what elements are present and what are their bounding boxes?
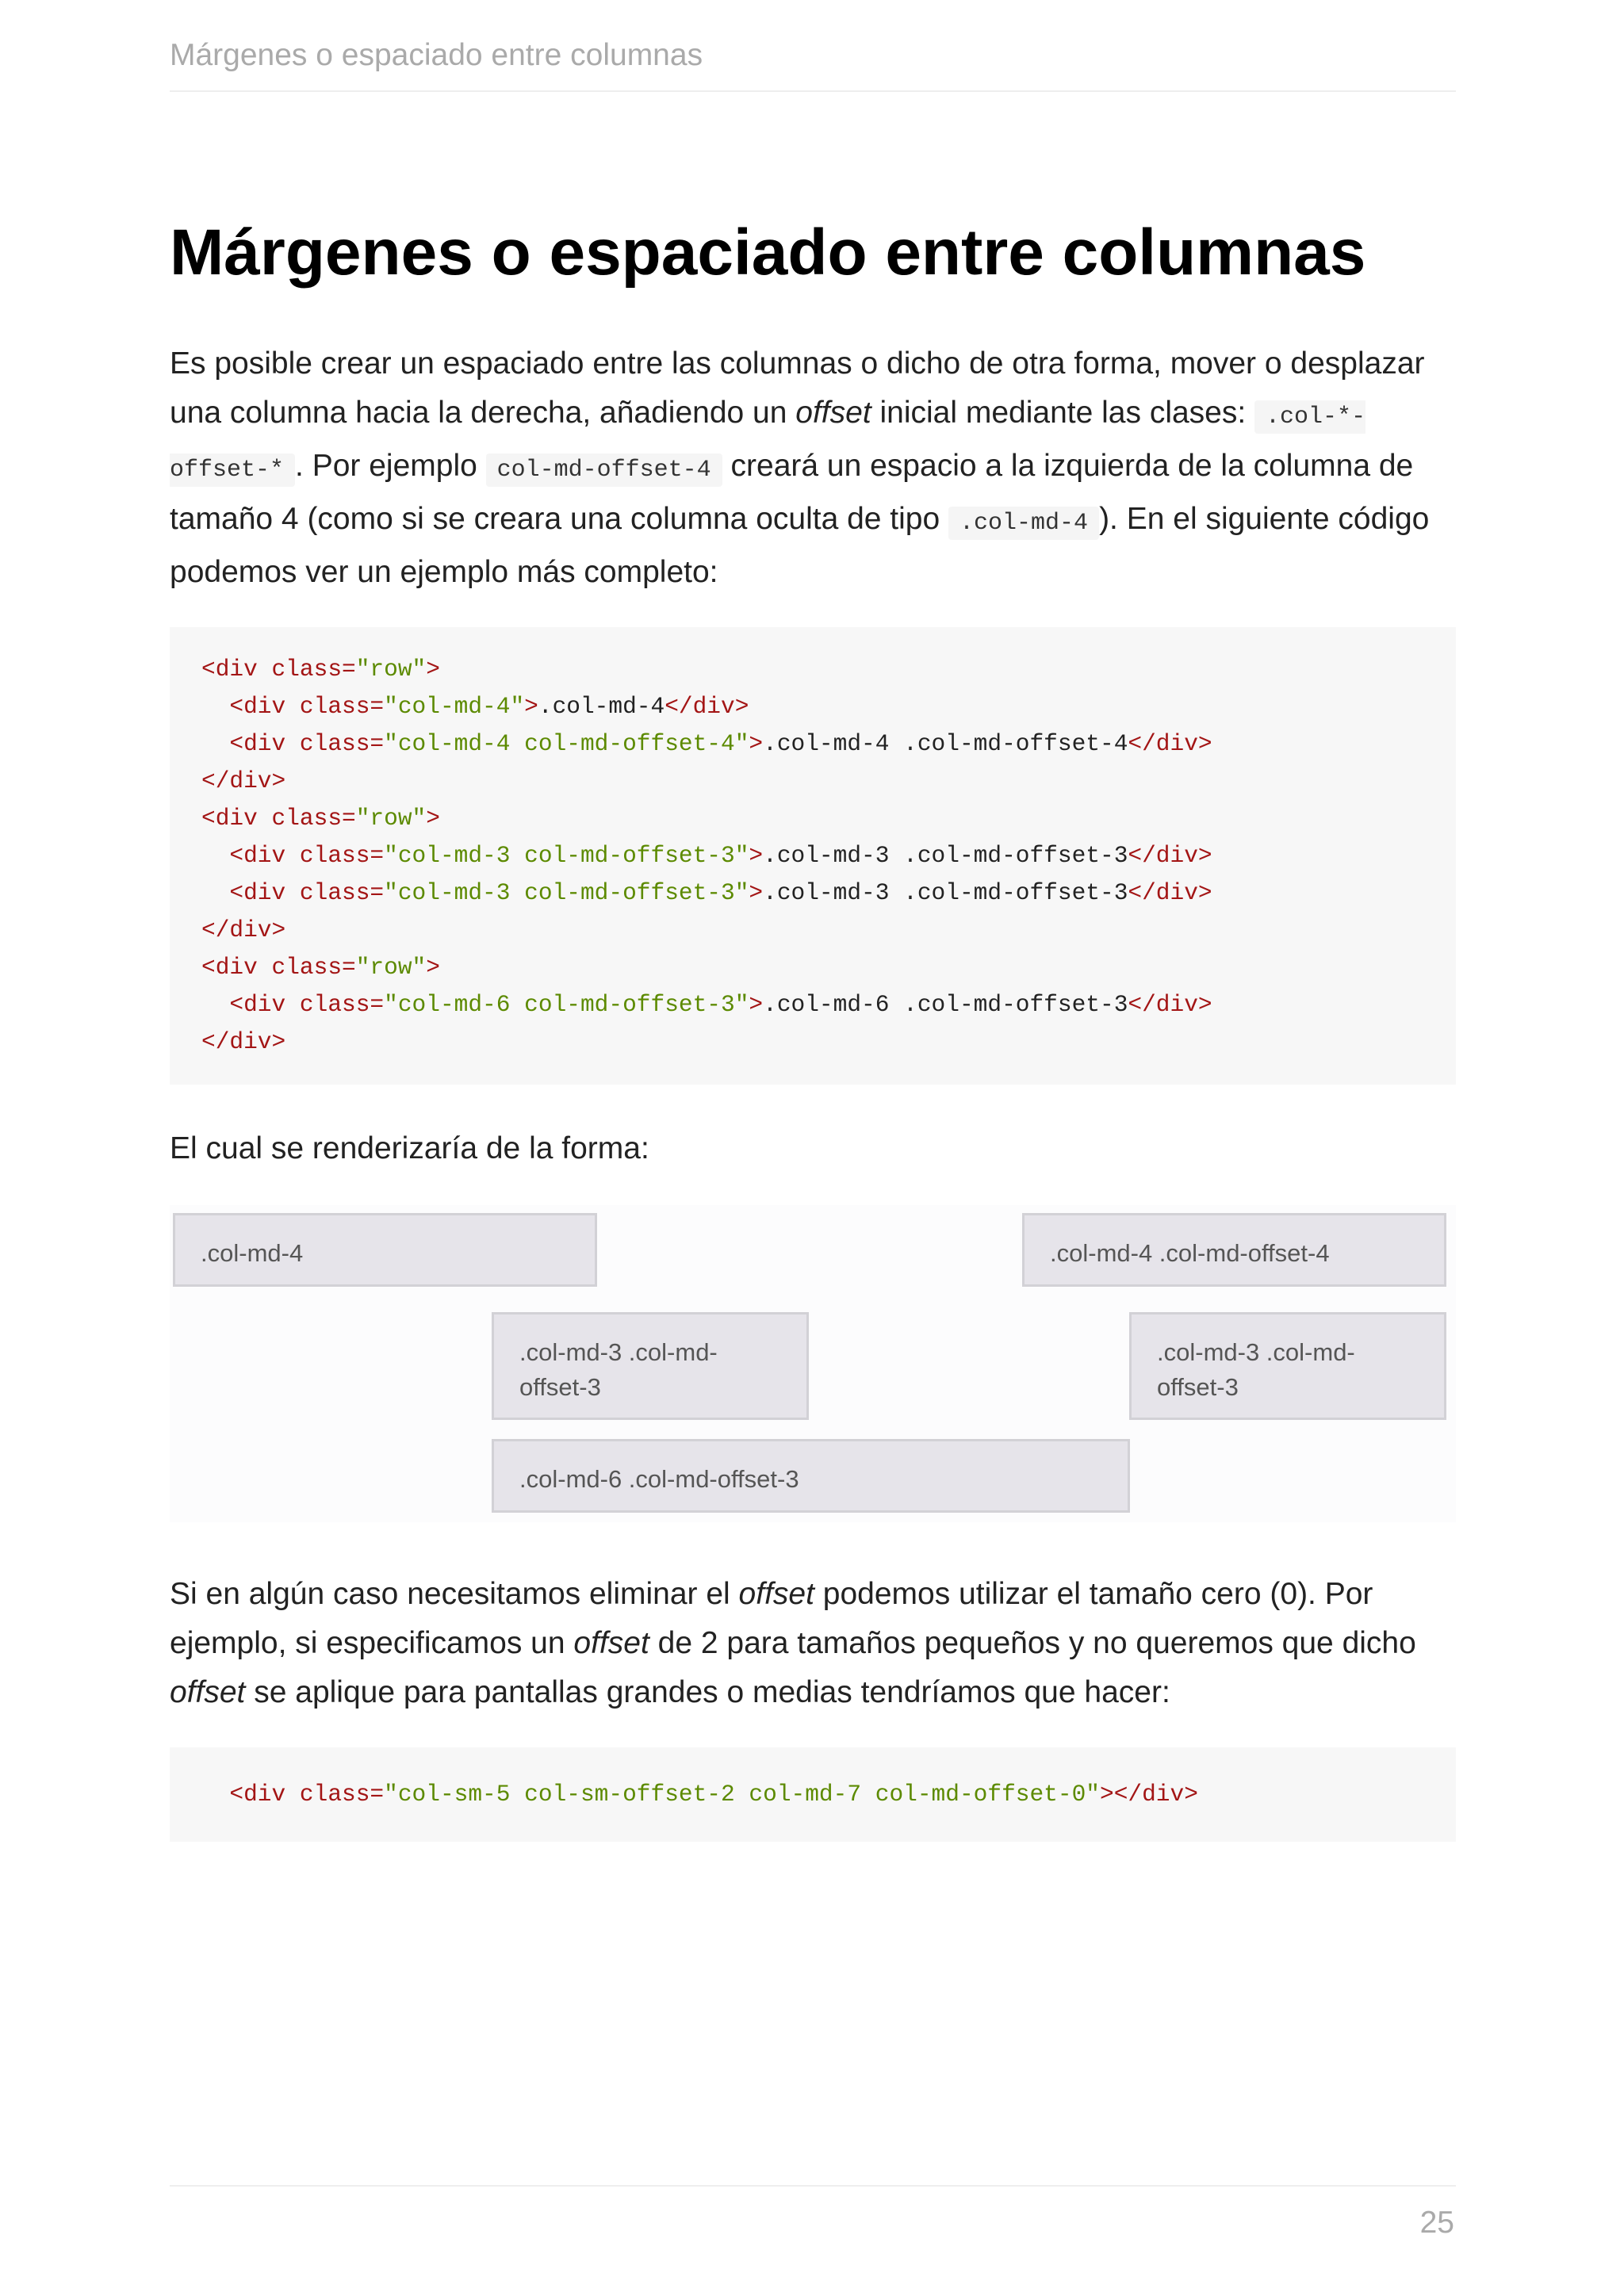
code-tag-close: > — [1100, 1781, 1114, 1808]
box-label: offset-3 — [1157, 1373, 1239, 1402]
offset-zero-paragraph — [170, 1570, 1456, 1717]
code-attr: class= — [271, 954, 356, 982]
code-line — [201, 986, 1424, 1024]
code-tag-open: </div> — [201, 916, 286, 944]
code-tag-open: <div — [229, 730, 300, 758]
code-tag-open: </div> — [201, 767, 286, 795]
render-intro: El cual se renderizaría de la forma: — [170, 1131, 649, 1166]
grid-box-col-md-6-offset-3 — [492, 1439, 1130, 1513]
emphasis: offset — [573, 1626, 649, 1661]
code-tag-close: > — [426, 954, 440, 982]
code-string: "col-md-4 col-md-offset-4" — [384, 730, 749, 758]
code-attr: class= — [299, 693, 385, 721]
code-indent — [201, 991, 229, 1018]
code-tag-open: <div — [229, 693, 300, 721]
code-attr: class= — [299, 991, 385, 1019]
code-line — [201, 1024, 1424, 1061]
code-string: "col-md-6 col-md-offset-3" — [384, 991, 749, 1019]
inline-code: .col-*-offset-* — [170, 400, 1365, 487]
code-tag-open: <div — [229, 1781, 300, 1808]
code-tag-close: > — [426, 805, 440, 832]
rendered-grid-example — [170, 1205, 1456, 1522]
code-line — [201, 763, 1424, 800]
code-text: .col-md-4 .col-md-offset-4 — [763, 730, 1128, 758]
code-line — [201, 800, 1424, 837]
code-string: "row" — [355, 954, 427, 982]
code-string: "row" — [355, 805, 427, 832]
code-tag-end: </div> — [1128, 991, 1212, 1019]
text-run: ). En el siguiente código podemos ver un ejemplo más completo: — [170, 502, 1430, 590]
box-label: .col-md-6 .col-md-offset-3 — [519, 1465, 799, 1494]
grid-box-col-md-4-offset-4 — [1022, 1213, 1446, 1287]
page-number: 25 — [1419, 2206, 1454, 2240]
footer-divider — [170, 2185, 1456, 2187]
page-title: Márgenes o espaciado entre columnas — [170, 216, 1366, 289]
code-attr: class= — [299, 879, 385, 907]
code-tag-open: <div — [201, 805, 272, 832]
code-tag-close: > — [749, 991, 764, 1019]
code-text: .col-md-3 .col-md-offset-3 — [763, 879, 1128, 907]
text-run: podemos utilizar el tamaño cero (0). Por ejemplo, si especificamos un — [170, 1577, 1373, 1661]
code-tag-end: </div> — [1128, 842, 1212, 870]
code-text: .col-md-6 .col-md-offset-3 — [763, 991, 1128, 1019]
code-tag-end: </div> — [665, 693, 749, 721]
code-line — [201, 949, 1424, 986]
code-indent — [201, 842, 229, 869]
code-tag-close: > — [749, 879, 764, 907]
text-run: se aplique para pantallas grandes o medias tendríamos que hacer: — [245, 1675, 1170, 1710]
code-tag-open: <div — [229, 842, 300, 870]
text-run: . Por ejemplo — [295, 449, 486, 484]
page-content — [170, 216, 1456, 1842]
code-block — [170, 627, 1456, 1085]
code-tag-close: > — [749, 842, 764, 870]
inline-code: col-md-offset-4 — [486, 453, 722, 487]
text-run: inicial mediante las clases: — [871, 396, 1255, 430]
code-attr: class= — [299, 842, 385, 870]
code-attr: class= — [299, 1781, 385, 1808]
code-tag-close: > — [426, 656, 440, 683]
code-string: "col-md-3 col-md-offset-3" — [384, 842, 749, 870]
code-line — [201, 651, 1424, 688]
code-line — [201, 725, 1424, 763]
code-attr: class= — [299, 730, 385, 758]
code-line — [201, 837, 1424, 874]
grid-box-col-md-4 — [173, 1213, 597, 1287]
code-indent — [201, 693, 229, 720]
code-tag-open: </div> — [201, 1028, 286, 1056]
code-tag-end: </div> — [1128, 730, 1212, 758]
code-tag-open: <div — [229, 991, 300, 1019]
text-run: Si en algún caso necesitamos eliminar el — [170, 1577, 739, 1612]
code-indent — [201, 1781, 229, 1808]
code-line — [201, 912, 1424, 949]
box-label: .col-md-3 .col-md- — [519, 1338, 718, 1367]
code-tag-end: </div> — [1113, 1781, 1198, 1808]
code-text: .col-md-3 .col-md-offset-3 — [763, 842, 1128, 870]
emphasis: offset — [170, 1675, 246, 1710]
code-block — [170, 1747, 1456, 1842]
box-label: offset-3 — [519, 1373, 601, 1402]
box-label: .col-md-4 — [201, 1239, 304, 1268]
running-header: Márgenes o espaciado entre columnas — [170, 38, 1456, 92]
text-run: de 2 para tamaños pequeños y no queremos que dicho — [649, 1626, 1416, 1661]
code-string: "col-md-4" — [384, 693, 525, 721]
code-tag-close: > — [524, 693, 538, 721]
intro-paragraph — [170, 339, 1456, 597]
grid-box-col-md-3-offset-3 — [1129, 1312, 1446, 1420]
code-string: "row" — [355, 656, 427, 683]
code-line — [201, 874, 1424, 912]
code-tag-open: <div — [229, 879, 300, 907]
code-tag-close: > — [749, 730, 764, 758]
code-tag-open: <div — [201, 656, 272, 683]
grid-box-col-md-3-offset-3 — [492, 1312, 809, 1420]
emphasis: offset — [738, 1577, 814, 1612]
code-attr: class= — [271, 656, 356, 683]
code-tag-open: <div — [201, 954, 272, 982]
box-label: .col-md-4 .col-md-offset-4 — [1050, 1239, 1330, 1268]
code-indent — [201, 879, 229, 906]
code-text: .col-md-4 — [538, 693, 665, 721]
code-tag-end: </div> — [1128, 879, 1212, 907]
code-indent — [201, 730, 229, 757]
inline-code: .col-md-4 — [948, 507, 1099, 540]
code-attr: class= — [271, 805, 356, 832]
code-string: "col-sm-5 col-sm-offset-2 col-md-7 col-md-offset-0" — [384, 1781, 1100, 1808]
code-string: "col-md-3 col-md-offset-3" — [384, 879, 749, 907]
code-line — [201, 688, 1424, 725]
emphasis: offset — [795, 396, 871, 430]
box-label: .col-md-3 .col-md- — [1157, 1338, 1355, 1367]
text-run: creará un espacio a la izquierda de la columna de tamaño 4 (como si se creara una columna oculta de tipo — [170, 449, 1414, 537]
text-run: Es posible crear un espaciado entre las columnas o dicho de otra forma, mover o desplazar una columna hacia la derecha, añadiendo un — [170, 346, 1425, 430]
